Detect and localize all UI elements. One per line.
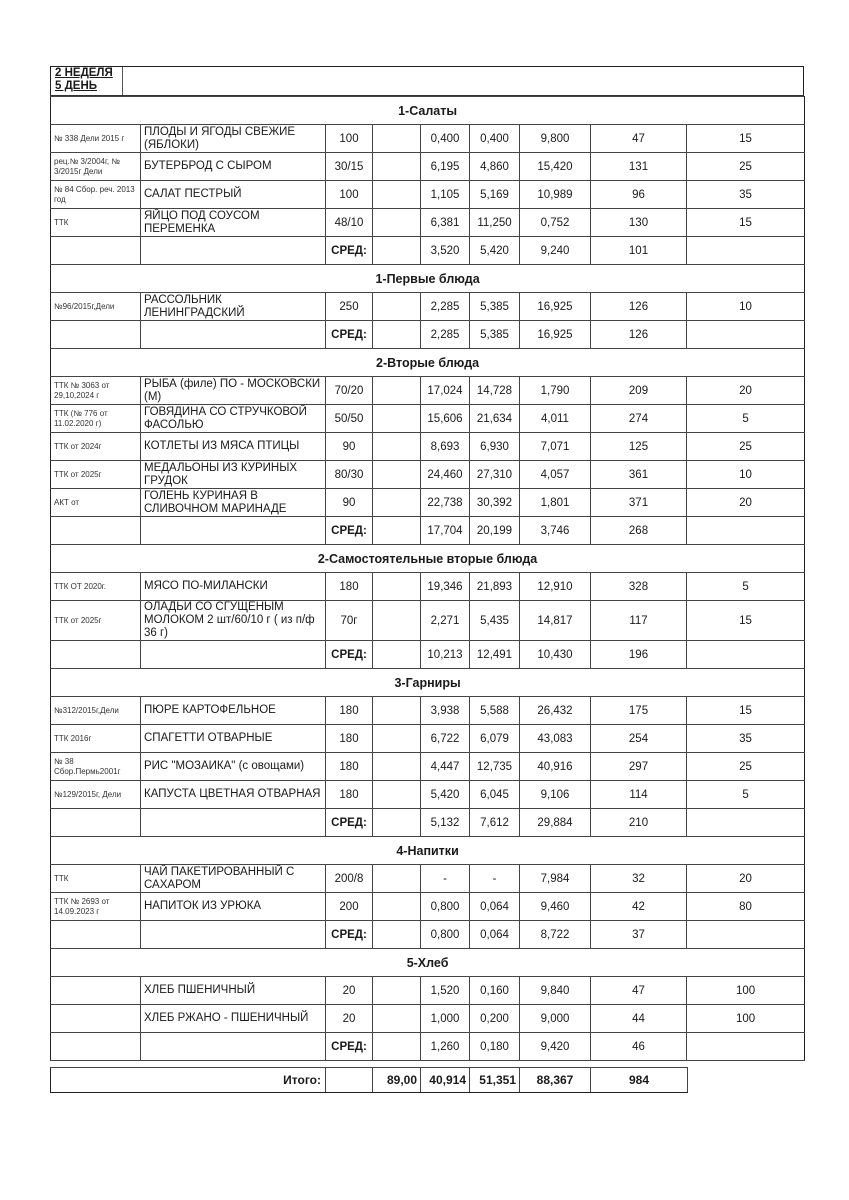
- fat: 5,385: [470, 293, 520, 321]
- quantity: 20: [687, 377, 805, 405]
- avg-fat: 0,064: [470, 921, 520, 949]
- kcal: 117: [591, 601, 687, 641]
- recipe-source: ТТК № 2693 от 14.09.2023 г: [51, 893, 141, 921]
- kcal: 126: [591, 293, 687, 321]
- quantity: 10: [687, 293, 805, 321]
- carbs: 9,000: [520, 1005, 591, 1033]
- blank-cell: [373, 753, 421, 781]
- dish-name: ХЛЕБ ПШЕНИЧНЫЙ: [141, 977, 326, 1005]
- section-header: [51, 545, 805, 573]
- portion-weight: 200: [326, 893, 373, 921]
- dish-row: [51, 125, 805, 153]
- avg-carbs: 9,420: [520, 1033, 591, 1061]
- quantity: 5: [687, 405, 805, 433]
- dish-row: [51, 781, 805, 809]
- blank-cell: [373, 601, 421, 641]
- recipe-source: №312/2015г,Дели: [51, 697, 141, 725]
- blank-cell: [373, 489, 421, 517]
- average-label: СРЕД:: [326, 321, 373, 349]
- protein: 4,447: [421, 753, 470, 781]
- blank-cell: [373, 377, 421, 405]
- portion-weight: 180: [326, 781, 373, 809]
- blank-cell: [51, 1033, 141, 1061]
- protein: 17,024: [421, 377, 470, 405]
- portion-weight: 80/30: [326, 461, 373, 489]
- recipe-source: ТТК (№ 776 от 11.02.2020 г): [51, 405, 141, 433]
- kcal: 209: [591, 377, 687, 405]
- dish-row: [51, 433, 805, 461]
- kcal: 371: [591, 489, 687, 517]
- portion-weight: 180: [326, 753, 373, 781]
- total-price: 89,00: [373, 1068, 421, 1093]
- protein: 3,938: [421, 697, 470, 725]
- dish-name: РАССОЛЬНИК ЛЕНИНГРАДСКИЙ: [141, 293, 326, 321]
- fat: 11,250: [470, 209, 520, 237]
- kcal: 297: [591, 753, 687, 781]
- section-header: [51, 949, 805, 977]
- fat: 5,435: [470, 601, 520, 641]
- blank-cell: [373, 433, 421, 461]
- kcal: 114: [591, 781, 687, 809]
- fat: 12,735: [470, 753, 520, 781]
- section-header: [51, 837, 805, 865]
- blank-cell: [373, 1005, 421, 1033]
- recipe-source: №129/2015г, Дели: [51, 781, 141, 809]
- portion-weight: 90: [326, 489, 373, 517]
- avg-carbs: 3,746: [520, 517, 591, 545]
- recipe-source: ТТК от 2025г: [51, 461, 141, 489]
- kcal: 47: [591, 125, 687, 153]
- quantity: 20: [687, 865, 805, 893]
- blank-cell: [373, 461, 421, 489]
- section-title: 1-Первые блюда: [51, 265, 805, 293]
- portion-weight: 70г: [326, 601, 373, 641]
- dish-row: [51, 405, 805, 433]
- protein: 5,420: [421, 781, 470, 809]
- dish-row: [51, 601, 805, 641]
- quantity: 5: [687, 781, 805, 809]
- blank-cell: [141, 641, 326, 669]
- fat: 0,064: [470, 893, 520, 921]
- dish-row: [51, 181, 805, 209]
- protein: -: [421, 865, 470, 893]
- dish-name: ЯЙЦО ПОД СОУСОМ ПЕРЕМЕНКА: [141, 209, 326, 237]
- portion-weight: 20: [326, 977, 373, 1005]
- blank-cell: [373, 809, 421, 837]
- portion-weight: 180: [326, 573, 373, 601]
- total-extra: [326, 1068, 373, 1093]
- dish-name: СПАГЕТТИ ОТВАРНЫЕ: [141, 725, 326, 753]
- dish-name: МЕДАЛЬОНЫ ИЗ КУРИНЫХ ГРУДОК: [141, 461, 326, 489]
- blank-cell: [687, 517, 805, 545]
- blank-cell: [373, 405, 421, 433]
- protein: 0,400: [421, 125, 470, 153]
- portion-weight: 48/10: [326, 209, 373, 237]
- dish-name: ПЛОДЫ И ЯГОДЫ СВЕЖИЕ (ЯБЛОКИ): [141, 125, 326, 153]
- kcal: 328: [591, 573, 687, 601]
- protein: 24,460: [421, 461, 470, 489]
- kcal: 175: [591, 697, 687, 725]
- carbs: 7,071: [520, 433, 591, 461]
- blank-cell: [373, 293, 421, 321]
- section-title: 2-Самостоятельные вторые блюда: [51, 545, 805, 573]
- recipe-source: №96/2015г,Дели: [51, 293, 141, 321]
- portion-weight: 30/15: [326, 153, 373, 181]
- blank-cell: [687, 237, 805, 265]
- fat: 27,310: [470, 461, 520, 489]
- recipe-source: № 338 Дели 2015 г: [51, 125, 141, 153]
- blank-cell: [373, 209, 421, 237]
- blank-cell: [373, 725, 421, 753]
- blank-cell: [687, 321, 805, 349]
- carbs: 40,916: [520, 753, 591, 781]
- carbs: 7,984: [520, 865, 591, 893]
- average-row: [51, 321, 805, 349]
- dish-row: [51, 697, 805, 725]
- recipe-source: ТТК от 2024г: [51, 433, 141, 461]
- avg-protein: 10,213: [421, 641, 470, 669]
- avg-kcal: 101: [591, 237, 687, 265]
- portion-weight: 180: [326, 725, 373, 753]
- average-row: [51, 517, 805, 545]
- protein: 19,346: [421, 573, 470, 601]
- recipe-source: [51, 1005, 141, 1033]
- dish-row: [51, 153, 805, 181]
- fat: 5,169: [470, 181, 520, 209]
- quantity: 80: [687, 893, 805, 921]
- carbs: 1,790: [520, 377, 591, 405]
- average-label: СРЕД:: [326, 641, 373, 669]
- portion-weight: 200/8: [326, 865, 373, 893]
- blank-cell: [51, 321, 141, 349]
- blank-cell: [141, 237, 326, 265]
- avg-kcal: 126: [591, 321, 687, 349]
- dish-name: МЯСО ПО-МИЛАНСКИ: [141, 573, 326, 601]
- avg-kcal: 37: [591, 921, 687, 949]
- dish-row: [51, 461, 805, 489]
- blank-cell: [373, 921, 421, 949]
- avg-protein: 17,704: [421, 517, 470, 545]
- total-row: [50, 1067, 687, 1093]
- blank-cell: [51, 809, 141, 837]
- protein: 8,693: [421, 433, 470, 461]
- blank-cell: [687, 641, 805, 669]
- average-row: [51, 921, 805, 949]
- average-row: [51, 641, 805, 669]
- avg-protein: 3,520: [421, 237, 470, 265]
- blank-cell: [373, 1033, 421, 1061]
- avg-protein: 0,800: [421, 921, 470, 949]
- recipe-source: № 84 Сбор. реч. 2013 год: [51, 181, 141, 209]
- recipe-source: ТТК: [51, 865, 141, 893]
- carbs: 4,057: [520, 461, 591, 489]
- kcal: 131: [591, 153, 687, 181]
- week-label: 2 НЕДЕЛЯ: [55, 67, 113, 79]
- dish-name: РИС "МОЗАИКА" (с овощами): [141, 753, 326, 781]
- blank-cell: [51, 237, 141, 265]
- carbs: 15,420: [520, 153, 591, 181]
- portion-weight: 70/20: [326, 377, 373, 405]
- blank-cell: [373, 977, 421, 1005]
- blank-cell: [373, 181, 421, 209]
- average-row: [51, 1033, 805, 1061]
- kcal: 42: [591, 893, 687, 921]
- kcal: 96: [591, 181, 687, 209]
- quantity: 35: [687, 181, 805, 209]
- dish-row: [51, 377, 805, 405]
- recipe-source: ТТК 2016г: [51, 725, 141, 753]
- protein: 1,105: [421, 181, 470, 209]
- portion-weight: 100: [326, 181, 373, 209]
- quantity: 15: [687, 697, 805, 725]
- average-row: [51, 809, 805, 837]
- dish-name: ЧАЙ ПАКЕТИРОВАННЫЙ С САХАРОМ: [141, 865, 326, 893]
- dish-name: САЛАТ ПЕСТРЫЙ: [141, 181, 326, 209]
- quantity: 25: [687, 753, 805, 781]
- portion-weight: 180: [326, 697, 373, 725]
- section-title: 3-Гарниры: [51, 669, 805, 697]
- total-carbs: 88,367: [520, 1068, 591, 1093]
- dish-name: ГОЛЕНЬ КУРИНАЯ В СЛИВОЧНОМ МАРИНАДЕ: [141, 489, 326, 517]
- dish-row: [51, 893, 805, 921]
- carbs: 14,817: [520, 601, 591, 641]
- protein: 1,000: [421, 1005, 470, 1033]
- recipe-source: ТТК № 3063 от 29,10,2024 г: [51, 377, 141, 405]
- average-label: СРЕД:: [326, 921, 373, 949]
- portion-weight: 100: [326, 125, 373, 153]
- avg-protein: 1,260: [421, 1033, 470, 1061]
- blank-cell: [373, 641, 421, 669]
- recipe-source: ТТК ОТ 2020г.: [51, 573, 141, 601]
- portion-weight: 20: [326, 1005, 373, 1033]
- blank-cell: [687, 1033, 805, 1061]
- carbs: 1,801: [520, 489, 591, 517]
- avg-fat: 12,491: [470, 641, 520, 669]
- kcal: 274: [591, 405, 687, 433]
- blank-cell: [373, 865, 421, 893]
- blank-cell: [373, 573, 421, 601]
- kcal: 44: [591, 1005, 687, 1033]
- blank-cell: [373, 517, 421, 545]
- total-fat: 51,351: [470, 1068, 520, 1093]
- dish-row: [51, 573, 805, 601]
- blank-cell: [373, 893, 421, 921]
- carbs: 9,106: [520, 781, 591, 809]
- quantity: 15: [687, 125, 805, 153]
- avg-carbs: 16,925: [520, 321, 591, 349]
- avg-kcal: 46: [591, 1033, 687, 1061]
- recipe-source: рец.№ 3/2004г, № 3/2015г Дели: [51, 153, 141, 181]
- carbs: 9,840: [520, 977, 591, 1005]
- menu-table: [50, 96, 805, 1061]
- section-title: 4-Напитки: [51, 837, 805, 865]
- dish-name: ПЮРЕ КАРТОФЕЛЬНОЕ: [141, 697, 326, 725]
- menu-sheet: [50, 66, 804, 1061]
- dish-name: КАПУСТА ЦВЕТНАЯ ОТВАРНАЯ: [141, 781, 326, 809]
- quantity: 25: [687, 153, 805, 181]
- blank-cell: [373, 153, 421, 181]
- kcal: 47: [591, 977, 687, 1005]
- carbs: 26,432: [520, 697, 591, 725]
- avg-carbs: 9,240: [520, 237, 591, 265]
- avg-protein: 5,132: [421, 809, 470, 837]
- dish-row: [51, 293, 805, 321]
- avg-fat: 0,180: [470, 1033, 520, 1061]
- blank-cell: [141, 921, 326, 949]
- avg-kcal: 196: [591, 641, 687, 669]
- section-title: 5-Хлеб: [51, 949, 805, 977]
- dish-name: РЫБА (филе) ПО - МОСКОВСКИ (М): [141, 377, 326, 405]
- blank-cell: [51, 641, 141, 669]
- kcal: 361: [591, 461, 687, 489]
- blank-cell: [373, 781, 421, 809]
- carbs: 4,011: [520, 405, 591, 433]
- quantity: 100: [687, 1005, 805, 1033]
- kcal: 130: [591, 209, 687, 237]
- section-header: [51, 265, 805, 293]
- fat: 4,860: [470, 153, 520, 181]
- blank-cell: [687, 809, 805, 837]
- dish-row: [51, 209, 805, 237]
- fat: 0,160: [470, 977, 520, 1005]
- fat: 6,045: [470, 781, 520, 809]
- sheet-header: [50, 66, 804, 96]
- carbs: 10,989: [520, 181, 591, 209]
- fat: 0,400: [470, 125, 520, 153]
- section-header: [51, 349, 805, 377]
- recipe-source: АКТ от: [51, 489, 141, 517]
- blank-cell: [141, 809, 326, 837]
- section-header: [51, 669, 805, 697]
- blank-cell: [51, 921, 141, 949]
- kcal: 125: [591, 433, 687, 461]
- portion-weight: 250: [326, 293, 373, 321]
- quantity: 35: [687, 725, 805, 753]
- kcal: 32: [591, 865, 687, 893]
- quantity: 20: [687, 489, 805, 517]
- dish-row: [51, 725, 805, 753]
- quantity: 25: [687, 433, 805, 461]
- protein: 0,800: [421, 893, 470, 921]
- protein: 22,738: [421, 489, 470, 517]
- carbs: 12,910: [520, 573, 591, 601]
- fat: 21,893: [470, 573, 520, 601]
- portion-weight: 50/50: [326, 405, 373, 433]
- dish-name: ХЛЕБ РЖАНО - ПШЕНИЧНЫЙ: [141, 1005, 326, 1033]
- dish-row: [51, 865, 805, 893]
- recipe-source: ТТК: [51, 209, 141, 237]
- recipe-source: ТТК от 2025г: [51, 601, 141, 641]
- total-label: Итого:: [51, 1068, 326, 1093]
- dish-row: [51, 1005, 805, 1033]
- section-title: 2-Вторые блюда: [51, 349, 805, 377]
- portion-weight: 90: [326, 433, 373, 461]
- average-label: СРЕД:: [326, 1033, 373, 1061]
- fat: 21,634: [470, 405, 520, 433]
- average-label: СРЕД:: [326, 237, 373, 265]
- carbs: 9,460: [520, 893, 591, 921]
- carbs: 9,800: [520, 125, 591, 153]
- avg-fat: 5,385: [470, 321, 520, 349]
- dish-name: НАПИТОК ИЗ УРЮКА: [141, 893, 326, 921]
- quantity: 100: [687, 977, 805, 1005]
- average-label: СРЕД:: [326, 809, 373, 837]
- dish-name: ОЛАДЬИ СО СГУЩЕНЫМ МОЛОКОМ 2 шт/60/10 г ( из п/ф 36 г): [141, 601, 326, 641]
- avg-kcal: 210: [591, 809, 687, 837]
- dish-row: [51, 489, 805, 517]
- kcal: 254: [591, 725, 687, 753]
- protein: 1,520: [421, 977, 470, 1005]
- dish-name: ГОВЯДИНА СО СТРУЧКОВОЙ ФАСОЛЬЮ: [141, 405, 326, 433]
- quantity: 5: [687, 573, 805, 601]
- dish-row: [51, 977, 805, 1005]
- protein: 15,606: [421, 405, 470, 433]
- fat: 6,079: [470, 725, 520, 753]
- avg-fat: 5,420: [470, 237, 520, 265]
- blank-cell: [687, 921, 805, 949]
- fat: 30,392: [470, 489, 520, 517]
- total-protein: 40,914: [421, 1068, 470, 1093]
- carbs: 0,752: [520, 209, 591, 237]
- protein: 6,195: [421, 153, 470, 181]
- avg-protein: 2,285: [421, 321, 470, 349]
- protein: 2,271: [421, 601, 470, 641]
- blank-cell: [141, 321, 326, 349]
- fat: 6,930: [470, 433, 520, 461]
- avg-fat: 20,199: [470, 517, 520, 545]
- blank-cell: [373, 125, 421, 153]
- protein: 6,722: [421, 725, 470, 753]
- average-row: [51, 237, 805, 265]
- week-day-box: [51, 67, 123, 95]
- fat: -: [470, 865, 520, 893]
- dish-name: БУТЕРБРОД С СЫРОМ: [141, 153, 326, 181]
- avg-kcal: 268: [591, 517, 687, 545]
- total-kcal: 984: [591, 1068, 688, 1093]
- blank-cell: [373, 237, 421, 265]
- recipe-source: № 38 Сбор.Пермь2001г: [51, 753, 141, 781]
- blank-cell: [141, 1033, 326, 1061]
- fat: 14,728: [470, 377, 520, 405]
- protein: 6,381: [421, 209, 470, 237]
- section-title: 1-Салаты: [51, 97, 805, 125]
- day-label: 5 ДЕНЬ: [55, 80, 98, 92]
- blank-cell: [373, 321, 421, 349]
- fat: 0,200: [470, 1005, 520, 1033]
- carbs: 16,925: [520, 293, 591, 321]
- avg-fat: 7,612: [470, 809, 520, 837]
- average-label: СРЕД:: [326, 517, 373, 545]
- protein: 2,285: [421, 293, 470, 321]
- blank-cell: [51, 517, 141, 545]
- quantity: 10: [687, 461, 805, 489]
- avg-carbs: 10,430: [520, 641, 591, 669]
- fat: 5,588: [470, 697, 520, 725]
- quantity: 15: [687, 209, 805, 237]
- quantity: 15: [687, 601, 805, 641]
- dish-row: [51, 753, 805, 781]
- blank-cell: [141, 517, 326, 545]
- recipe-source: [51, 977, 141, 1005]
- blank-cell: [373, 697, 421, 725]
- avg-carbs: 29,884: [520, 809, 591, 837]
- dish-name: КОТЛЕТЫ ИЗ МЯСА ПТИЦЫ: [141, 433, 326, 461]
- section-header: [51, 97, 805, 125]
- carbs: 43,083: [520, 725, 591, 753]
- avg-carbs: 8,722: [520, 921, 591, 949]
